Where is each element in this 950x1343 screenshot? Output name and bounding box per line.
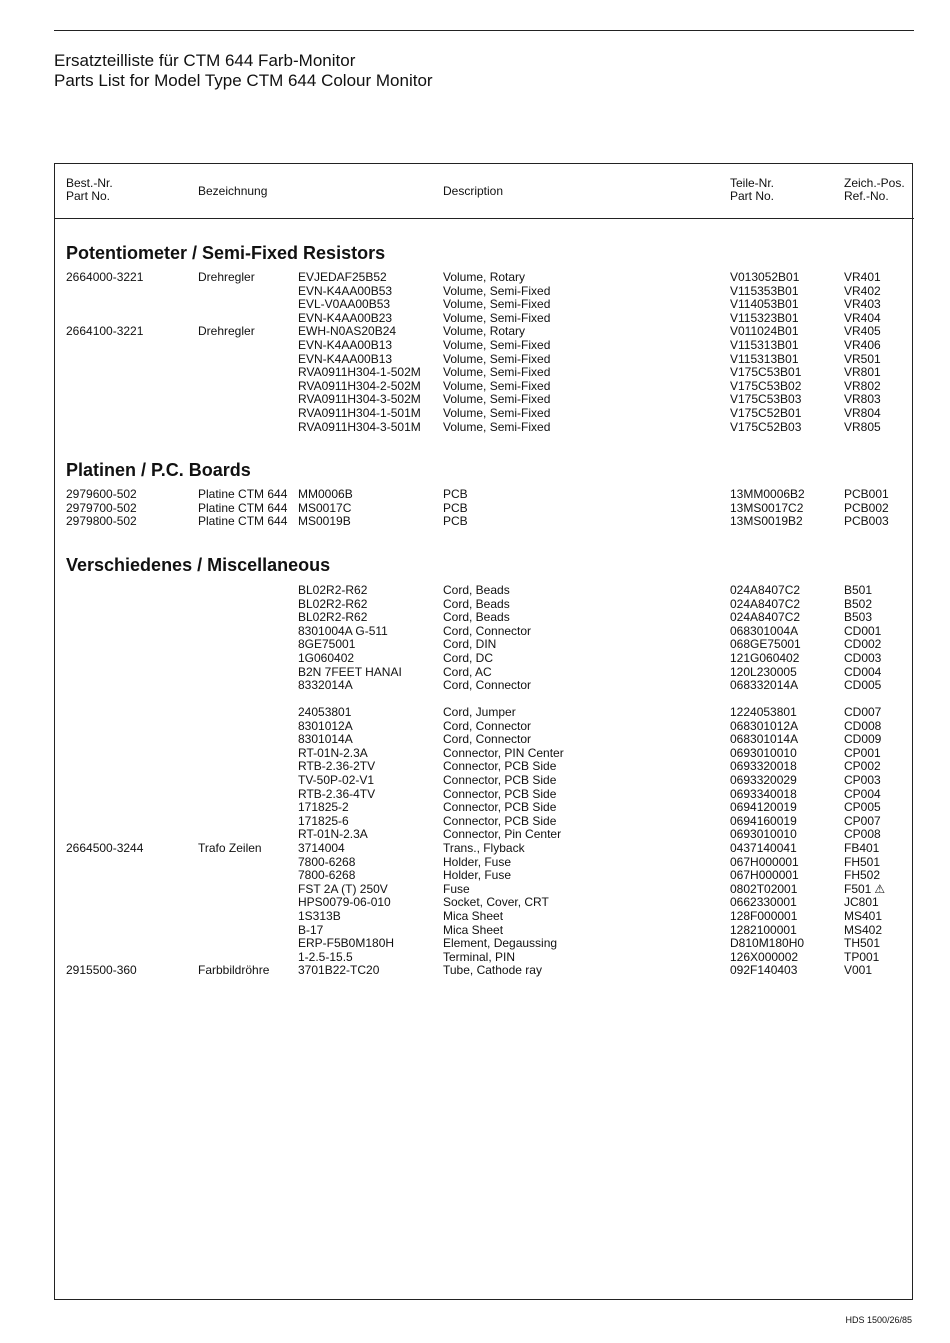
table-row bbox=[0, 339, 950, 353]
cell-bezeichnung: Farbbildröhre bbox=[198, 963, 270, 978]
cell-type: 1-2.5-15.5 bbox=[298, 949, 353, 964]
cell-teile-nr: V115313B01 bbox=[730, 338, 799, 352]
cell-description: Volume, Semi-Fixed bbox=[443, 297, 551, 312]
cell-description: Terminal, PIN bbox=[443, 949, 516, 964]
cell-type: EVN-K4AA00B13 bbox=[298, 351, 393, 366]
cell-type: MM0006B bbox=[298, 487, 353, 501]
cell-ref-no: VR406 bbox=[844, 338, 881, 352]
cell-type: ERP-F5B0M180H bbox=[298, 936, 395, 951]
cell-bezeichnung: Trafo Zeilen bbox=[198, 841, 262, 855]
table-row bbox=[0, 679, 950, 693]
cell-type: EVL-V0AA00B53 bbox=[298, 297, 391, 312]
cell-type: 3714004 bbox=[298, 841, 345, 855]
cell-description: Fuse bbox=[443, 881, 470, 896]
cell-teile-nr: 1282100001 bbox=[730, 922, 797, 937]
cell-teile-nr: 0802T02001 bbox=[730, 881, 798, 896]
header-description: Description bbox=[443, 184, 504, 198]
cell-ref-no: F501 ⚠ bbox=[844, 881, 886, 896]
cell-teile-nr: 13MS0019B2 bbox=[730, 514, 803, 529]
cell-ref-no: VR801 bbox=[844, 365, 881, 380]
cell-ref-no: CD007 bbox=[844, 705, 882, 719]
cell-type: 171825-2 bbox=[298, 800, 349, 815]
cell-bezeichnung: Platine CTM 644 bbox=[198, 487, 288, 501]
table-row bbox=[0, 502, 950, 516]
cell-type: FST 2A (T) 250V bbox=[298, 881, 388, 896]
section-title-potentiometer: Potentiometer / Semi-Fixed Resistors bbox=[66, 243, 386, 263]
cell-type: 7800-6268 bbox=[298, 868, 356, 883]
cell-ref-no: VR805 bbox=[844, 419, 881, 434]
cell-type: BL02R2-R62 bbox=[298, 596, 368, 611]
cell-ref-no: CP001 bbox=[844, 745, 881, 760]
cell-ref-no: VR803 bbox=[844, 392, 881, 407]
cell-ref-no: PCB002 bbox=[844, 500, 889, 515]
cell-description: Connector, PCB Side bbox=[443, 813, 557, 828]
cell-type: 171825-6 bbox=[298, 813, 349, 828]
cell-ref-no: VR405 bbox=[844, 324, 881, 339]
cell-ref-no: CP005 bbox=[844, 800, 881, 815]
table-row bbox=[0, 828, 950, 842]
cell-teile-nr: V115353B01 bbox=[730, 283, 799, 298]
header-bezeichnung: Bezeichnung bbox=[198, 184, 268, 198]
cell-ref-no: FH501 bbox=[844, 854, 881, 869]
cell-ref-no: VR401 bbox=[844, 270, 881, 284]
table-row bbox=[0, 883, 950, 897]
cell-part-no: 2979700-502 bbox=[66, 500, 137, 515]
cell-ref-no: CD002 bbox=[844, 637, 882, 652]
cell-teile-nr: 0693010010 bbox=[730, 745, 797, 760]
cell-description: Volume, Semi-Fixed bbox=[443, 406, 551, 420]
header-part-no bbox=[66, 177, 113, 203]
cell-type: EVJEDAF25B52 bbox=[298, 270, 387, 284]
cell-description: Connector, PCB Side bbox=[443, 786, 557, 801]
cell-type: RVA0911H304-1-501M bbox=[298, 406, 421, 420]
cell-description: Holder, Fuse bbox=[443, 868, 512, 883]
cell-teile-nr: V175C53B02 bbox=[730, 378, 802, 393]
cell-description: Connector, PCB Side bbox=[443, 759, 557, 774]
cell-ref-no: CD004 bbox=[844, 664, 882, 679]
cell-type: EVN-K4AA00B23 bbox=[298, 310, 393, 325]
cell-description: Mica Sheet bbox=[443, 922, 504, 937]
cell-ref-no: FH502 bbox=[844, 868, 881, 883]
table-row bbox=[0, 380, 950, 394]
table-row bbox=[0, 652, 950, 666]
cell-description: Volume, Semi-Fixed bbox=[443, 310, 551, 325]
cell-description: Volume, Rotary bbox=[443, 270, 526, 284]
title-english: Parts List for Model Type CTM 644 Colour Monitor bbox=[54, 71, 433, 90]
cell-part-no: 2664100-3221 bbox=[66, 324, 144, 339]
cell-type: EWH-N0AS20B24 bbox=[298, 324, 397, 339]
cell-teile-nr: 068301012A bbox=[730, 718, 799, 733]
cell-description: Cord, Jumper bbox=[443, 705, 516, 719]
table-row bbox=[0, 515, 950, 529]
table-row bbox=[0, 869, 950, 883]
cell-teile-nr: 0437140041 bbox=[730, 841, 797, 855]
cell-description: Volume, Semi-Fixed bbox=[443, 365, 551, 380]
table-row bbox=[0, 353, 950, 367]
cell-type: 8301012A bbox=[298, 718, 353, 733]
cell-description: Cord, Beads bbox=[443, 596, 510, 611]
cell-teile-nr: 067H000001 bbox=[730, 854, 799, 869]
table-row bbox=[0, 366, 950, 380]
cell-teile-nr: 121G060402 bbox=[730, 651, 800, 665]
cell-ref-no: CP002 bbox=[844, 759, 881, 774]
cell-bezeichnung: Drehregler bbox=[198, 270, 255, 284]
table-row bbox=[0, 896, 950, 910]
cell-ref-no: V001 bbox=[844, 963, 873, 978]
cell-type: 1S313B bbox=[298, 909, 341, 923]
cell-teile-nr: 0693320029 bbox=[730, 773, 797, 787]
header-ref-no bbox=[844, 177, 905, 203]
cell-description: Connector, PCB Side bbox=[443, 800, 557, 815]
cell-ref-no: TP001 bbox=[844, 949, 880, 964]
cell-ref-no: CP007 bbox=[844, 813, 881, 828]
cell-teile-nr: 1224053801 bbox=[730, 705, 797, 719]
cell-teile-nr: V115323B01 bbox=[730, 310, 799, 325]
cell-description: Mica Sheet bbox=[443, 909, 504, 923]
cell-teile-nr: V011024B01 bbox=[730, 324, 799, 339]
table-row bbox=[0, 924, 950, 938]
table-row bbox=[0, 584, 950, 598]
table-row bbox=[0, 611, 950, 625]
cell-teile-nr: 024A8407C2 bbox=[730, 610, 801, 625]
table-row bbox=[0, 760, 950, 774]
top-rule bbox=[54, 30, 914, 31]
table-row bbox=[0, 815, 950, 829]
cell-description: Volume, Semi-Fixed bbox=[443, 392, 551, 407]
cell-description: Cord, Connector bbox=[443, 732, 532, 747]
table-row bbox=[0, 271, 950, 285]
cell-type: EVN-K4AA00B53 bbox=[298, 283, 393, 298]
table-row bbox=[0, 842, 950, 856]
table-row bbox=[0, 666, 950, 680]
cell-ref-no: VR802 bbox=[844, 378, 881, 393]
cell-type: 1G060402 bbox=[298, 651, 355, 665]
cell-description: Connector, Pin Center bbox=[443, 827, 562, 842]
cell-teile-nr: 0662330001 bbox=[730, 895, 797, 910]
table-row bbox=[0, 706, 950, 720]
cell-description: PCB bbox=[443, 487, 468, 501]
table-row bbox=[0, 625, 950, 639]
cell-teile-nr: V175C53B03 bbox=[730, 392, 802, 407]
cell-description: Holder, Fuse bbox=[443, 854, 512, 869]
cell-teile-nr: 0693010010 bbox=[730, 827, 797, 842]
table-row bbox=[0, 393, 950, 407]
cell-teile-nr: V175C53B01 bbox=[730, 365, 802, 380]
cell-ref-no: PCB003 bbox=[844, 514, 889, 529]
cell-type: 7800-6268 bbox=[298, 854, 356, 869]
cell-type: 3701B22-TC20 bbox=[298, 963, 380, 978]
cell-teile-nr: 13MS0017C2 bbox=[730, 500, 804, 515]
cell-teile-nr: 126X000002 bbox=[730, 949, 799, 964]
cell-description: Element, Degaussing bbox=[443, 936, 558, 951]
cell-teile-nr: 068332014A bbox=[730, 678, 799, 693]
table-row bbox=[0, 774, 950, 788]
cell-description: Volume, Semi-Fixed bbox=[443, 338, 551, 352]
table-row bbox=[0, 598, 950, 612]
cell-ref-no: VR804 bbox=[844, 406, 881, 420]
table-row bbox=[0, 298, 950, 312]
header-teile-nr bbox=[730, 177, 774, 203]
cell-bezeichnung: Platine CTM 644 bbox=[198, 514, 288, 529]
cell-description: Cord, Connector bbox=[443, 623, 532, 638]
cell-type: MS0019B bbox=[298, 514, 351, 529]
cell-ref-no: PCB001 bbox=[844, 487, 889, 501]
cell-part-no: 2664500-3244 bbox=[66, 841, 144, 855]
cell-teile-nr: 092F140403 bbox=[730, 963, 798, 978]
cell-teile-nr: 068GE75001 bbox=[730, 637, 801, 652]
table-row bbox=[0, 937, 950, 951]
cell-teile-nr: 068301004A bbox=[730, 623, 799, 638]
warning-triangle-icon: ⚠ bbox=[874, 881, 886, 896]
table-row bbox=[0, 801, 950, 815]
cell-ref-no: CD003 bbox=[844, 651, 882, 665]
cell-description: Volume, Rotary bbox=[443, 324, 526, 339]
cell-teile-nr: V114053B01 bbox=[730, 297, 799, 312]
header-teile-de: Teile-Nr. bbox=[730, 176, 775, 190]
footer-code: HDS 1500/26/85 bbox=[845, 1315, 912, 1325]
section-title-misc: Verschiedenes / Miscellaneous bbox=[66, 555, 331, 575]
table-row bbox=[0, 951, 950, 965]
table-row bbox=[0, 720, 950, 734]
cell-part-no: 2915500-360 bbox=[66, 963, 137, 978]
cell-description: Cord, DC bbox=[443, 651, 494, 665]
cell-teile-nr: 120L230005 bbox=[730, 664, 797, 679]
table-row bbox=[0, 788, 950, 802]
cell-type: RVA0911H304-2-502M bbox=[298, 378, 421, 393]
cell-ref-no: CP004 bbox=[844, 786, 881, 801]
cell-ref-no: VR501 bbox=[844, 351, 881, 366]
table-row bbox=[0, 638, 950, 652]
cell-description: Connector, PIN Center bbox=[443, 745, 564, 760]
cell-part-no: 2979600-502 bbox=[66, 487, 137, 501]
table-row bbox=[0, 747, 950, 761]
cell-description: Volume, Semi-Fixed bbox=[443, 419, 551, 434]
header-teile-en: Part No. bbox=[730, 189, 775, 203]
cell-description: Cord, Beads bbox=[443, 610, 510, 625]
cell-description: Socket, Cover, CRT bbox=[443, 895, 549, 910]
cell-type: 8GE75001 bbox=[298, 637, 356, 652]
cell-type: RVA0911H304-3-502M bbox=[298, 392, 421, 407]
cell-teile-nr: 0693340018 bbox=[730, 786, 797, 801]
cell-description: Cord, AC bbox=[443, 664, 492, 679]
cell-type: 8332014A bbox=[298, 678, 353, 693]
cell-bezeichnung: Platine CTM 644 bbox=[198, 500, 288, 515]
cell-ref-no: CD008 bbox=[844, 718, 882, 733]
cell-ref-no: B501 bbox=[844, 583, 873, 597]
cell-teile-nr: 067H000001 bbox=[730, 868, 799, 883]
cell-ref-no: CP003 bbox=[844, 773, 881, 787]
table-row bbox=[0, 285, 950, 299]
cell-description: Cord, Beads bbox=[443, 583, 510, 597]
cell-type: BL02R2-R62 bbox=[298, 610, 368, 625]
cell-description: Trans., Flyback bbox=[443, 841, 525, 855]
cell-ref-no: MS402 bbox=[844, 922, 883, 937]
cell-ref-no: TH501 bbox=[844, 936, 881, 951]
cell-description: Cord, Connector bbox=[443, 678, 532, 693]
cell-ref-no: VR402 bbox=[844, 283, 881, 298]
title-german: Ersatzteilliste für CTM 644 Farb-Monitor bbox=[54, 51, 356, 70]
cell-description: PCB bbox=[443, 500, 468, 515]
table-row bbox=[0, 733, 950, 747]
cell-description: Tube, Cathode ray bbox=[443, 963, 542, 978]
cell-description: Cord, Connector bbox=[443, 718, 532, 733]
cell-teile-nr: 024A8407C2 bbox=[730, 583, 801, 597]
cell-ref-no: VR403 bbox=[844, 297, 881, 312]
cell-type: RTB-2.36-2TV bbox=[298, 759, 376, 774]
cell-teile-nr: V175C52B03 bbox=[730, 419, 802, 434]
cell-type: RTB-2.36-4TV bbox=[298, 786, 376, 801]
cell-description: Volume, Semi-Fixed bbox=[443, 378, 551, 393]
cell-ref-no: CD001 bbox=[844, 623, 882, 638]
cell-ref-no: JC801 bbox=[844, 895, 879, 910]
cell-type: MS0017C bbox=[298, 500, 352, 515]
cell-teile-nr: D810M180H0 bbox=[730, 936, 805, 951]
cell-type: 8301014A bbox=[298, 732, 353, 747]
cell-bezeichnung: Drehregler bbox=[198, 324, 255, 339]
header-ref-de: Zeich.-Pos. bbox=[844, 176, 905, 190]
cell-teile-nr: 0693320018 bbox=[730, 759, 797, 774]
cell-type: RVA0911H304-1-502M bbox=[298, 365, 421, 380]
cell-teile-nr: 0694160019 bbox=[730, 813, 797, 828]
header-part-no-en: Part No. bbox=[66, 189, 111, 203]
cell-description: PCB bbox=[443, 514, 468, 529]
table-row bbox=[0, 325, 950, 339]
cell-teile-nr: V115313B01 bbox=[730, 351, 799, 366]
cell-type: TV-50P-02-V1 bbox=[298, 773, 375, 787]
header-separator bbox=[54, 218, 914, 219]
table-row bbox=[0, 910, 950, 924]
cell-type: RT-01N-2.3A bbox=[298, 745, 368, 760]
cell-type: EVN-K4AA00B13 bbox=[298, 338, 393, 352]
cell-teile-nr: 128F000001 bbox=[730, 909, 798, 923]
cell-type: RT-01N-2.3A bbox=[298, 827, 368, 842]
cell-description: Volume, Semi-Fixed bbox=[443, 283, 551, 298]
cell-ref-no: B503 bbox=[844, 610, 873, 625]
cell-ref-no: VR404 bbox=[844, 310, 881, 325]
cell-teile-nr: 068301014A bbox=[730, 732, 799, 747]
table-row bbox=[0, 964, 950, 978]
cell-teile-nr: 024A8407C2 bbox=[730, 596, 801, 611]
table-row bbox=[0, 421, 950, 435]
cell-ref-no: CP008 bbox=[844, 827, 881, 842]
cell-part-no: 2979800-502 bbox=[66, 514, 137, 529]
table-row bbox=[0, 488, 950, 502]
cell-teile-nr: V175C52B01 bbox=[730, 406, 802, 420]
cell-ref-no: CD005 bbox=[844, 678, 882, 693]
cell-ref-no: FB401 bbox=[844, 841, 880, 855]
cell-teile-nr: V013052B01 bbox=[730, 270, 800, 284]
cell-teile-nr: 0694120019 bbox=[730, 800, 797, 815]
cell-type: B2N 7FEET HANAI bbox=[298, 664, 402, 679]
cell-type: RVA0911H304-3-501M bbox=[298, 419, 421, 434]
cell-type: B-17 bbox=[298, 922, 324, 937]
cell-teile-nr: 13MM0006B2 bbox=[730, 487, 805, 501]
cell-type: 24053801 bbox=[298, 705, 352, 719]
cell-type: 8301004A G-511 bbox=[298, 623, 388, 638]
cell-ref-no: B502 bbox=[844, 596, 873, 611]
table-row bbox=[0, 856, 950, 870]
header-ref-en: Ref.-No. bbox=[844, 189, 889, 203]
header-part-no-de: Best.-Nr. bbox=[66, 176, 113, 190]
cell-type: BL02R2-R62 bbox=[298, 583, 368, 597]
cell-type: HPS0079-06-010 bbox=[298, 895, 391, 910]
cell-description: Volume, Semi-Fixed bbox=[443, 351, 551, 366]
cell-description: Connector, PCB Side bbox=[443, 773, 557, 787]
table-row bbox=[0, 312, 950, 326]
table-row bbox=[0, 407, 950, 421]
section-title-pcb: Platinen / P.C. Boards bbox=[66, 460, 251, 480]
cell-description: Cord, DIN bbox=[443, 637, 497, 652]
cell-part-no: 2664000-3221 bbox=[66, 270, 144, 284]
cell-ref-no: MS401 bbox=[844, 909, 883, 923]
cell-ref-no: CD009 bbox=[844, 732, 882, 747]
